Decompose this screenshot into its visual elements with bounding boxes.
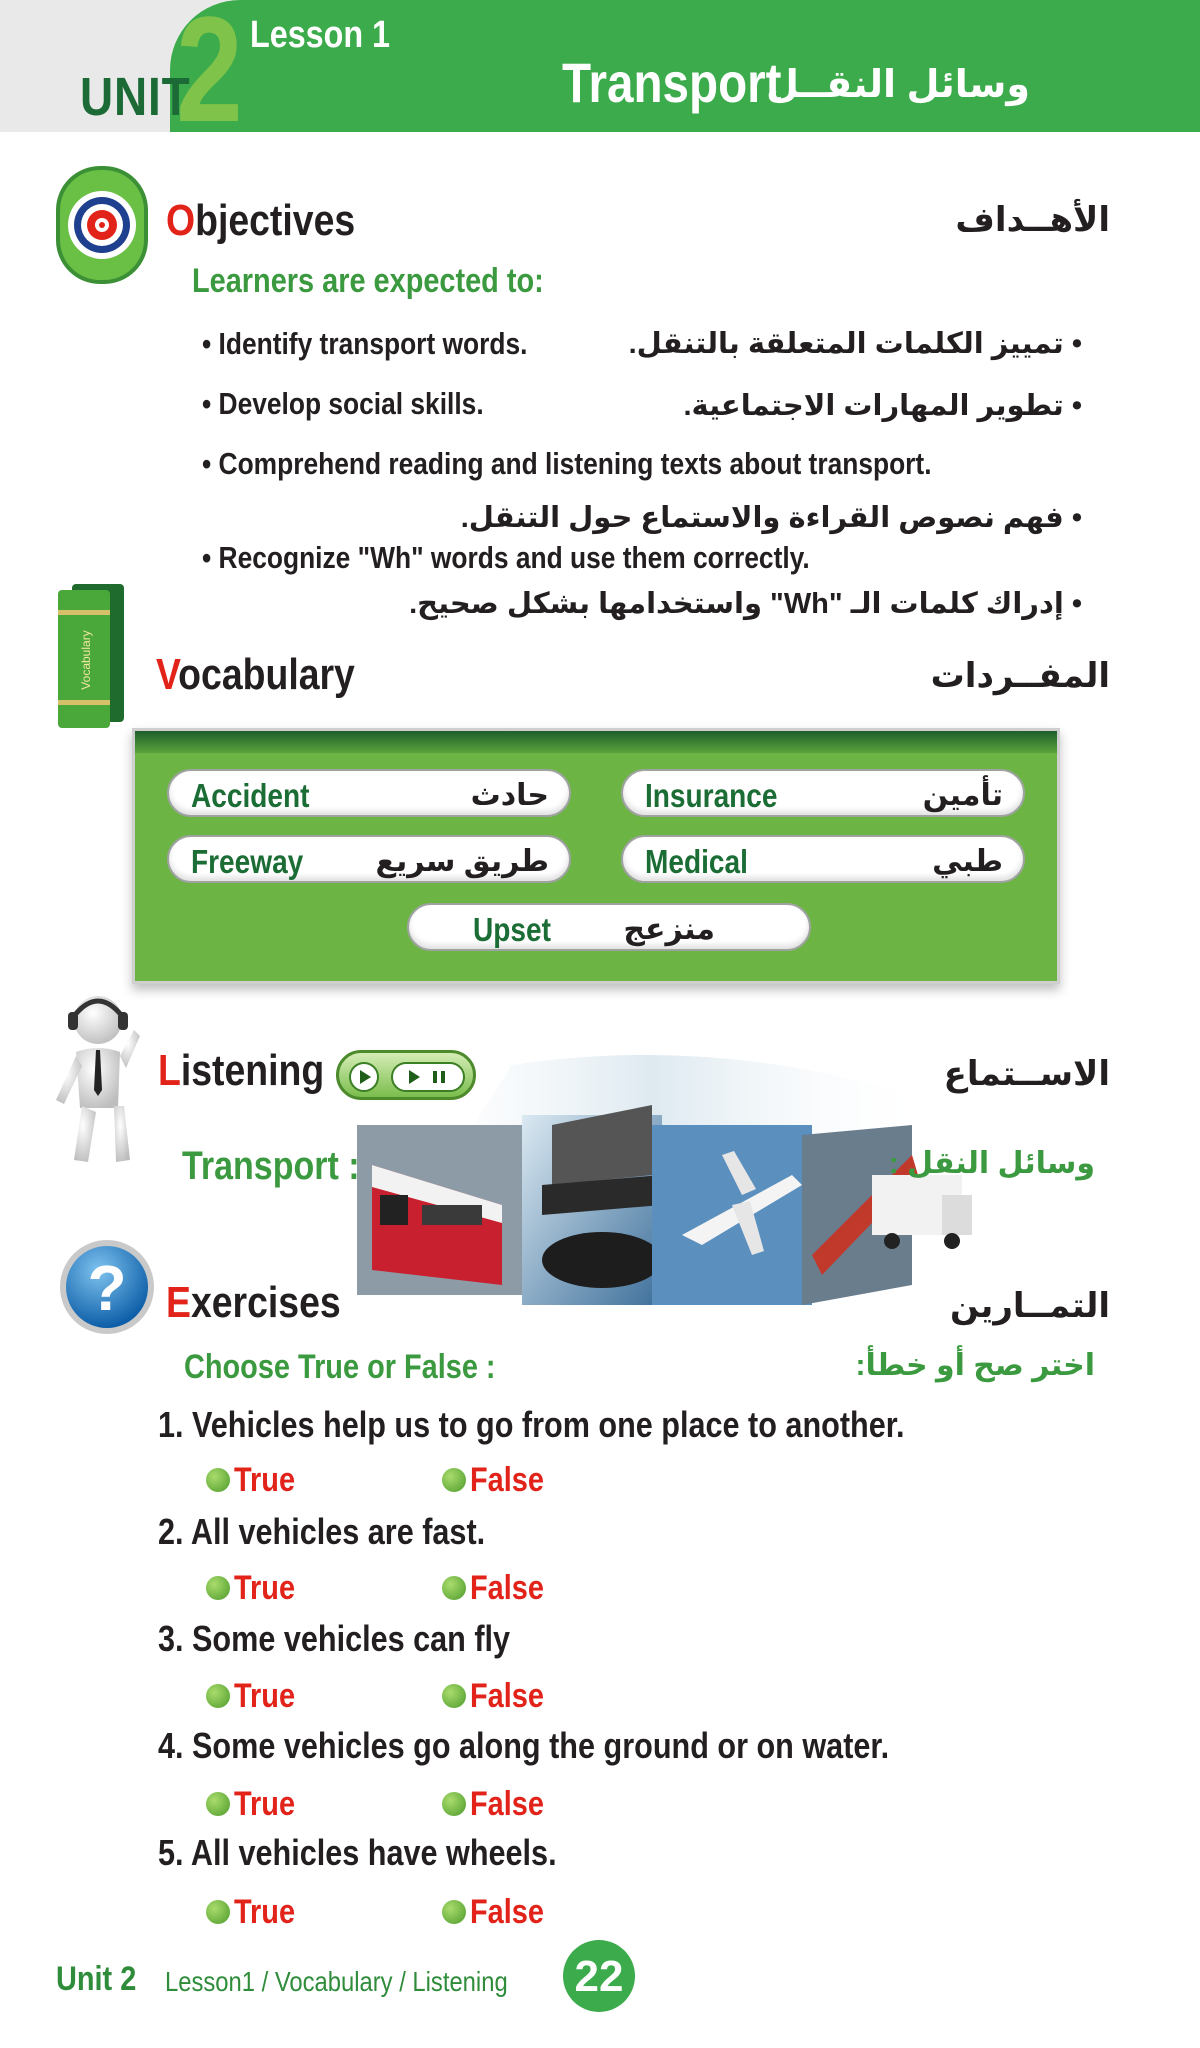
false-option[interactable]: False [442, 1676, 557, 1716]
radio-dot-icon [206, 1792, 230, 1816]
listening-topic: Transport : [182, 1144, 360, 1188]
true-option[interactable]: True [206, 1784, 306, 1824]
page-number-badge [563, 1940, 635, 2012]
false-option[interactable]: False [442, 1892, 557, 1932]
vocabulary-title-arabic: المفــردات [930, 657, 1110, 695]
play-pause-button[interactable] [391, 1062, 465, 1092]
true-option[interactable]: True [206, 1892, 306, 1932]
radio-dot-icon [206, 1576, 230, 1600]
question-text: 1. Vehicles help us to go from one place to another. [158, 1404, 905, 1445]
false-option[interactable]: False [442, 1568, 557, 1608]
radio-dot-icon [206, 1900, 230, 1924]
vocab-word-arabic: حادث [470, 779, 549, 812]
exercises-title: Exercises [166, 1278, 341, 1327]
lesson-title-arabic: وسائل النقــل [765, 64, 1030, 106]
exercise-instruction: Choose True or False : [184, 1348, 496, 1386]
footer-unit: Unit 2 [56, 1960, 137, 1998]
vocab-word-pill [407, 903, 811, 951]
lesson-label: Lesson 1 [250, 14, 391, 56]
objectives-title-arabic: الأهــداف [955, 201, 1110, 239]
vocabulary-title: Vocabulary [156, 650, 355, 699]
play-icon [351, 1064, 377, 1090]
objective-item: • Identify transport words. [202, 326, 528, 361]
vocab-word-pill [621, 769, 1025, 817]
objectives-title: Objectives [166, 196, 356, 245]
false-option[interactable]: False [442, 1460, 557, 1500]
footer-breadcrumb: Lesson1 / Vocabulary / Listening [165, 1966, 508, 1997]
vocab-word-pill [167, 835, 571, 883]
panel-top-strip [135, 731, 1057, 753]
objective-item-arabic: • إدراك كلمات الـ "Wh" واستخدامها بشكل صحيح. [409, 588, 1082, 620]
radio-dot-icon [206, 1684, 230, 1708]
exercises-title-arabic: التمــارين [949, 1287, 1110, 1325]
question-text: 5. All vehicles have wheels. [158, 1832, 557, 1873]
page-number: 22 [574, 1952, 624, 2001]
vocab-word: Insurance [645, 777, 778, 814]
radio-dot-icon [206, 1468, 230, 1492]
question-text: 3. Some vehicles can fly [158, 1618, 511, 1659]
vocab-word-arabic: طبي [932, 845, 1003, 878]
objective-item-arabic: • تمييز الكلمات المتعلقة بالتنقل. [628, 328, 1082, 360]
question-text: 2. All vehicles are fast. [158, 1511, 486, 1552]
true-option[interactable]: True [206, 1568, 306, 1608]
vocab-word: Freeway [191, 843, 304, 880]
question-text: 4. Some vehicles go along the ground or on water. [158, 1725, 890, 1766]
svg-text:?: ? [87, 1252, 127, 1324]
radio-dot-icon [442, 1684, 466, 1708]
book-label: Vocabulary [79, 630, 93, 690]
question-mark-icon [58, 1238, 156, 1336]
true-option[interactable]: True [206, 1676, 306, 1716]
objectives-subtitle: Learners are expected to: [192, 262, 544, 300]
vocab-word: Upset [473, 911, 551, 948]
vocab-word-arabic: منزعج [623, 913, 715, 946]
listening-topic-arabic: وسائل النقل : [888, 1147, 1095, 1180]
false-option[interactable]: False [442, 1784, 557, 1824]
vocab-word-pill [167, 769, 571, 817]
listening-title: Listening [158, 1046, 325, 1095]
radio-dot-icon [442, 1468, 466, 1492]
objective-item: • Comprehend reading and listening texts about transport. [202, 446, 932, 481]
objective-item-arabic: • فهم نصوص القراءة والاستماع حول التنقل. [460, 502, 1082, 534]
unit-number: 2 [176, 0, 243, 153]
book-icon [54, 580, 128, 730]
lesson-title: Transport [562, 51, 782, 114]
radio-dot-icon [442, 1900, 466, 1924]
objective-item: • Recognize "Wh" words and use them correctly. [202, 540, 810, 575]
true-option[interactable]: True [206, 1460, 306, 1500]
vocab-word-arabic: تأمين [922, 779, 1003, 812]
objective-item-arabic: • تطوير المهارات الاجتماعية. [683, 390, 1082, 422]
play-pause-icon [393, 1064, 463, 1090]
radio-dot-icon [442, 1792, 466, 1816]
vocab-word-arabic: طريق سريع [375, 845, 549, 878]
objective-item: • Develop social skills. [202, 386, 484, 421]
person-headphones-icon [48, 990, 140, 1170]
vocab-word: Medical [645, 843, 748, 880]
vocabulary-panel [132, 728, 1060, 984]
play-button[interactable] [349, 1062, 379, 1092]
exercise-instruction-arabic: اختر صح أو خطأ: [855, 1349, 1095, 1382]
unit-label: UNIT [80, 67, 191, 127]
audio-player [336, 1050, 476, 1100]
vocab-word-pill [621, 835, 1025, 883]
listening-title-arabic: الاســتماع [943, 1055, 1110, 1093]
vocab-word: Accident [191, 777, 310, 814]
target-icon [50, 162, 154, 288]
radio-dot-icon [442, 1576, 466, 1600]
